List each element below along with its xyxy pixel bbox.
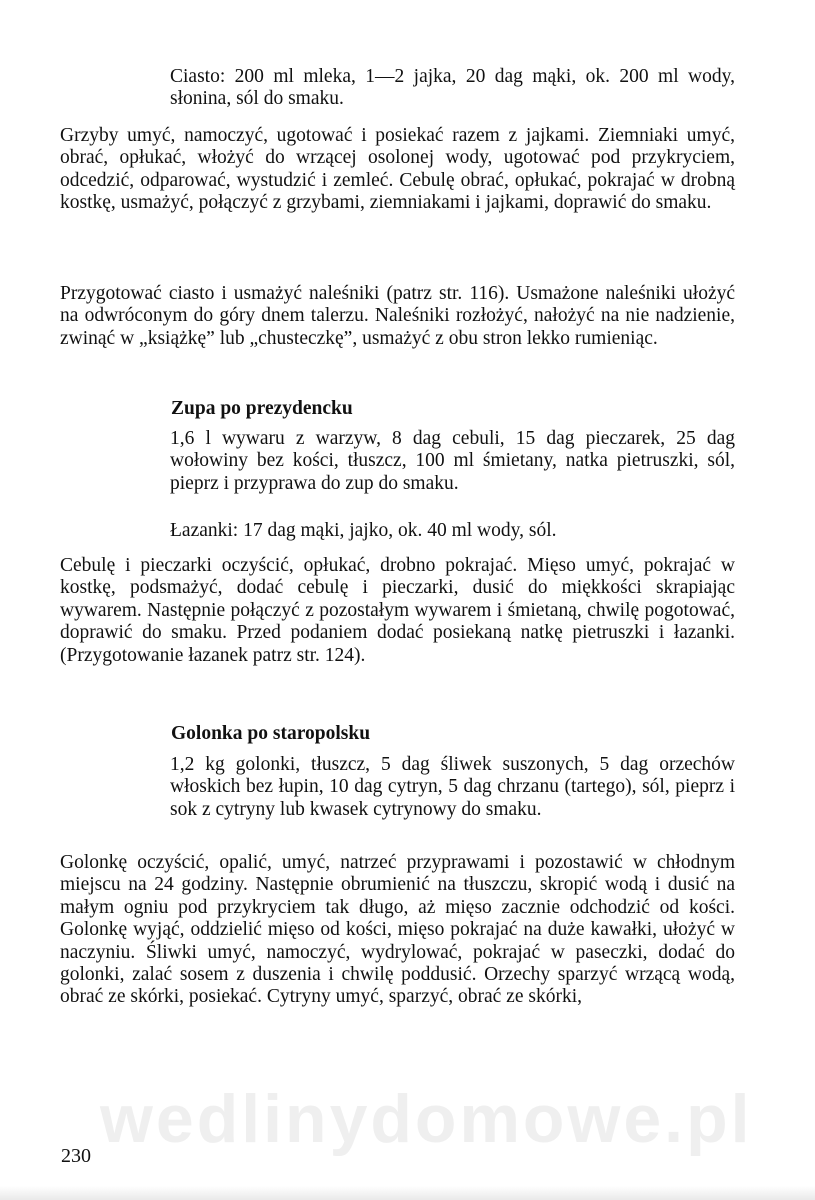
recipe-title-golonka: Golonka po staropolsku [171,723,371,744]
filling-instructions: Grzyby umyć, namoczyć, ugotować i posiekać razem z jajkami. Ziemniaki umyć, obrać, opłukać, włożyć do wrzącej osolonej wody, ugotować pod przykryciem, odcedzić, odparować, wystudzić i zemleć. Cebulę obrać, opłukać, pokrajać w drobną kostkę, usmażyć, połączyć z grzybami, ziemniakami i jajkami, doprawić do smaku. [60,125,735,214]
pancake-instructions: Przygotować ciasto i usmażyć naleśniki (patrz str. 116). Usmażone naleśniki ułożyć na odwróconym do góry dnem talerzu. Naleśniki rozłożyć, nałożyć na nie nadzienie, zwinąć w „książkę” lub „chusteczkę”, usmażyć z obu stron lekko rumieniąc. [60,283,735,349]
scan-bottom-edge [0,1186,815,1200]
zupa-method: Cebulę i pieczarki oczyścić, opłukać, drobno pokrajać. Mięso umyć, pokrajać w kostkę, podsmażyć, dodać cebulę i pieczarki, dusić do miękkości skrapiając wywarem. Następnie połączyć z pozostałym wywarem i śmietaną, chwilę pogotować, doprawić do smaku. Przed podaniem dodać posiekaną natkę pietruszki i łazanki. (Przygotowanie łazanek patrz str. 124). [60,555,735,666]
dough-ingredients: Ciasto: 200 ml mleka, 1—2 jajka, 20 dag mąki, ok. 200 ml wody, słonina, sól do smaku. [170,66,735,110]
lazanki-ingredients: Łazanki: 17 dag mąki, jajko, ok. 40 ml wody, sól. [170,520,557,541]
zupa-ingredients: 1,6 l wywaru z warzyw, 8 dag cebuli, 15 dag pieczarek, 25 dag wołowiny bez kości, tłuszcz, 100 ml śmietany, natka pietruszki, sól, pieprz i przyprawa do zup do smaku. [170,428,735,494]
site-watermark: wedlinydomowe.pl [100,1081,753,1157]
golonka-ingredients: 1,2 kg golonki, tłuszcz, 5 dag śliwek suszonych, 5 dag orzechów włoskich bez łupin, 10 dag cytryn, 5 dag chrzanu (tartego), sól, pieprz i sok z cytryny lub kwasek cytrynowy do smaku. [170,754,735,820]
page-number: 230 [61,1145,91,1167]
recipe-title-zupa: Zupa po prezydencku [171,398,353,419]
golonka-method: Golonkę oczyścić, opalić, umyć, natrzeć przyprawami i pozostawić w chłodnym miejscu na 24 godziny. Następnie obrumienić na tłuszczu, skropić wodą i dusić na małym ogniu pod przykryciem tak długo, aż mięso zacznie odchodzić od kości. Golonkę wyjąć, oddzielić mięso od kości, mięso pokrajać na duże kawałki, ułożyć w naczyniu. Śliwki umyć, namoczyć, wydrylować, pokrajać w paseczki, dodać do golonki, zalać sosem z duszenia i chwilę poddusić. Orzechy sparzyć wrzącą wodą, obrać ze skórki, posiekać. Cytryny umyć, sparzyć, obrać ze skórki, [60,852,735,1008]
